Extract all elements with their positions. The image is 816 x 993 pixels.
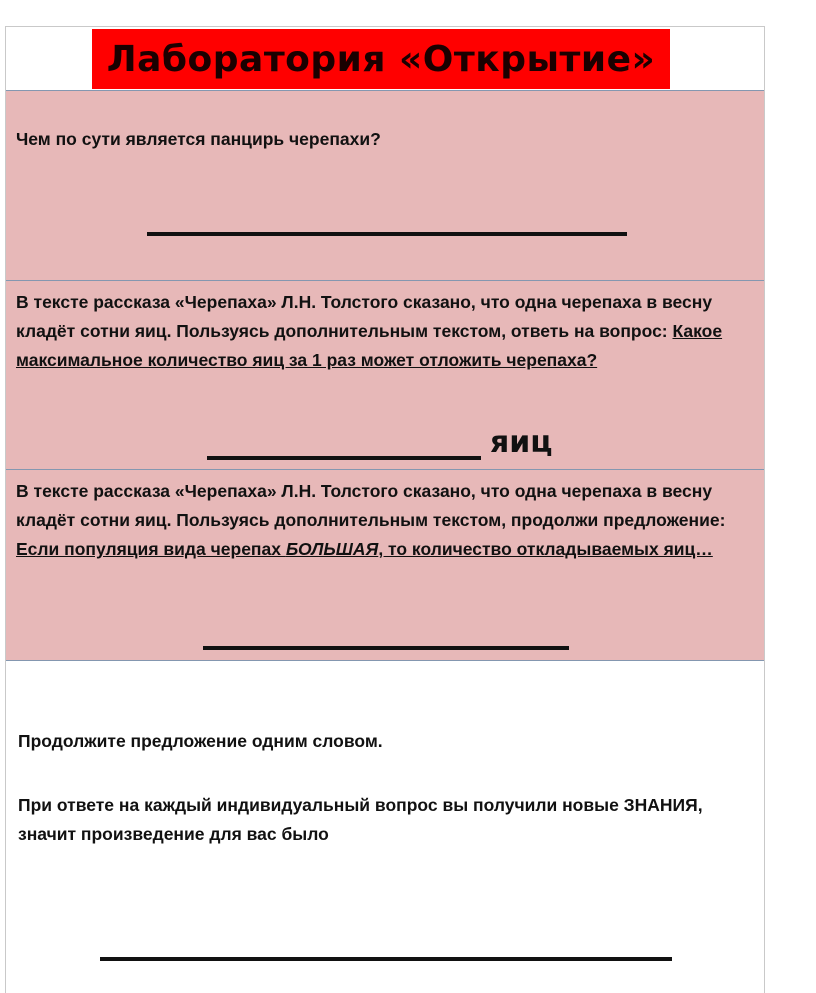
question-3-intro: В тексте рассказа «Черепаха» Л.Н. Толстого сказано, что одна черепаха в весну кладёт сотни яиц. Пользуясь дополнительным текстом, продолжи предложение: — [16, 481, 726, 530]
answer-line-1[interactable] — [147, 232, 627, 236]
question-1-block — [6, 90, 764, 281]
page-title: Лаборатория «Открытие» — [106, 38, 656, 80]
answer-line-4[interactable] — [100, 957, 672, 961]
question-2-question: Какое максимальное количество яиц за 1 раз может отложить черепаха? — [16, 321, 723, 370]
answer-unit: яиц — [490, 425, 553, 460]
question-3-block — [6, 469, 764, 661]
question-1-text: Чем по сути является панцирь черепахи? — [16, 129, 381, 149]
title-banner — [92, 29, 670, 89]
question-2-text — [16, 288, 754, 375]
question-2-intro: В тексте рассказа «Черепаха» Л.Н. Толстого сказано, что одна черепаха в весну кладёт сотни яиц. Пользуясь дополнительным текстом, ответь на вопрос: — [16, 292, 713, 341]
question-4-instruction: Продолжите предложение одним словом. — [18, 731, 383, 751]
answer-line-3[interactable] — [203, 646, 569, 650]
question-3-prompt-emphasis: БОЛЬШАЯ — [285, 539, 379, 559]
question-3-prompt-start: Если популяция вида черепах — [16, 539, 286, 559]
worksheet — [5, 26, 765, 993]
question-4-sentence: При ответе на каждый индивидуальный вопрос вы получили новые ЗНАНИЯ, значит произведение для вас было — [18, 795, 703, 844]
question-2-block — [6, 280, 764, 470]
answer-line-2[interactable] — [207, 456, 481, 460]
question-3-prompt-end: , то количество откладываемых яиц… — [378, 539, 713, 559]
question-3-text — [16, 477, 754, 564]
question-3-prompt — [16, 539, 713, 559]
